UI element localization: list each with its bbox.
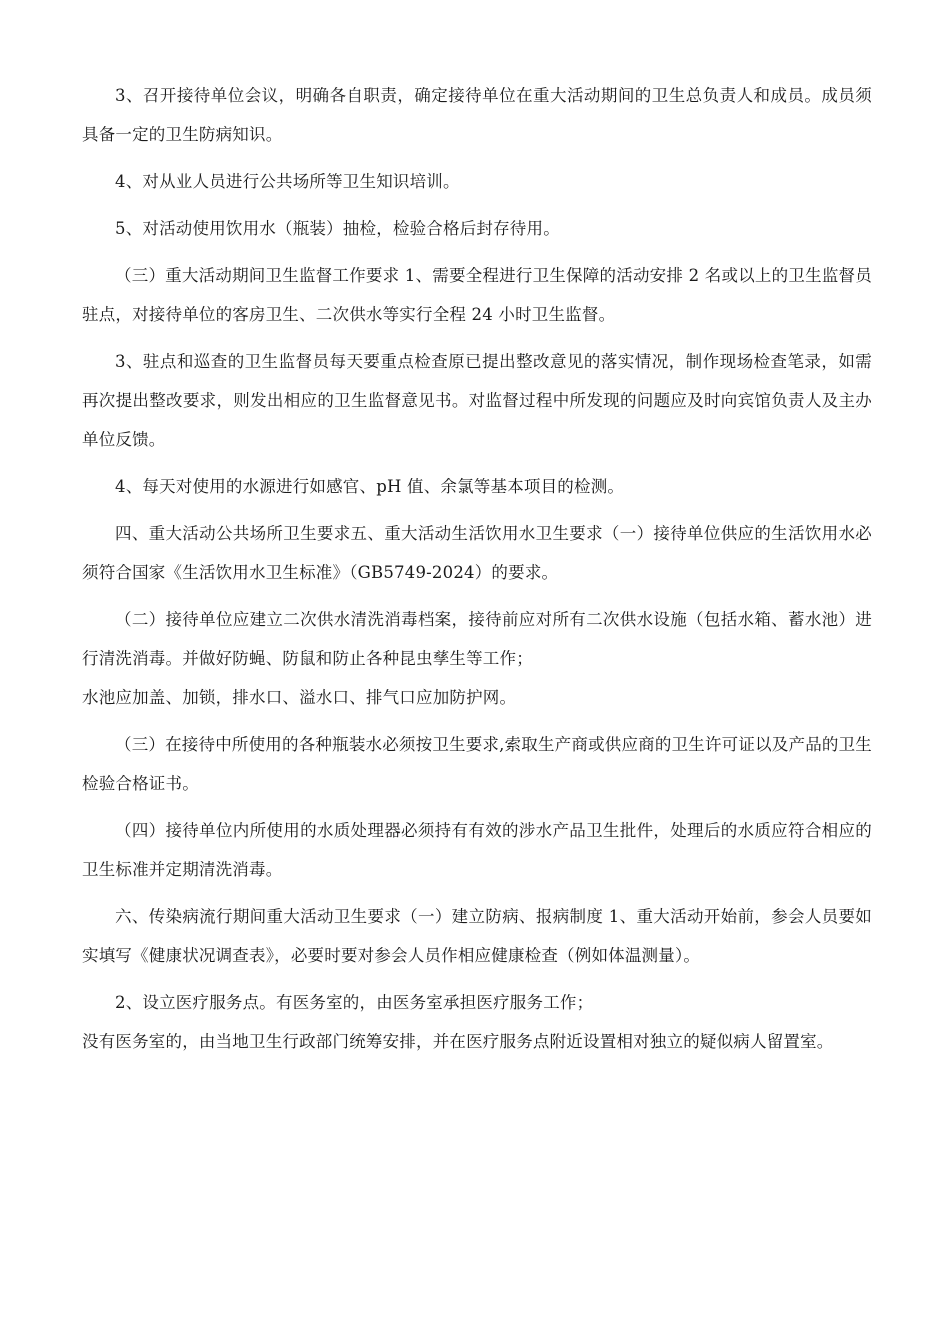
paragraph-section-3-bottled-water: （三）在接待中所使用的各种瓶装水必须按卫生要求,索取生产商或供应商的卫生许可证以及产品的卫生检验合格证书。 [82,735,872,793]
paragraph-section-6-epidemic: 六、传染病流行期间重大活动卫生要求（一）建立防病、报病制度 1、重大活动开始前，参会人员要如实填写《健康状况调查表》，必要时要对参会人员作相应健康检查（例如体温测量）。 [82,907,872,965]
paragraph-section-3-supervision: （三）重大活动期间卫生监督工作要求 1、需要全程进行卫生保障的活动安排 2 名或以上的卫生监督员驻点，对接待单位的客房卫生、二次供水等实行全程 24 小时卫生监督。 [82,266,872,324]
paragraph-item-5-water-sampling: 5、对活动使用饮用水（瓶装）抽检，检验合格后封存待用。 [115,219,560,238]
paragraph-item-3-meeting: 3、召开接待单位会议，明确各自职责，确定接待单位在重大活动期间的卫生总负责人和成员。成员须具备一定的卫生防病知识。 [82,86,872,144]
paragraph-section-4-5-drinking-water: 四、重大活动公共场所卫生要求五、重大活动生活饮用水卫生要求（一）接待单位供应的生活饮用水必须符合国家《生活饮用水卫生标准》（GB5749-2024）的要求。 [82,524,872,582]
paragraph-no-clinic: 没有医务室的，由当地卫生行政部门统筹安排，并在医疗服务点附近设置相对独立的疑似病人留置室。 [82,1032,834,1051]
paragraph-pool-protection: 水池应加盖、加锁，排水口、溢水口、排气口应加防护网。 [82,688,517,707]
paragraph-item-3-inspection: 3、驻点和巡查的卫生监督员每天要重点检查原已提出整改意见的落实情况，制作现场检查笔录，如需再次提出整改要求，则发出相应的卫生监督意见书。对监督过程中所发现的问题应及时向宾馆负责人及主办单位反馈。 [82,352,872,449]
paragraph-section-2-secondary-supply: （二）接待单位应建立二次供水清洗消毒档案，接待前应对所有二次供水设施（包括水箱、蓄水池）进行清洗消毒。并做好防蝇、防鼠和防止各种昆虫孳生等工作； [82,610,872,668]
paragraph-item-4-water-testing: 4、每天对使用的水源进行如感官、pH 值、余氯等基本项目的检测。 [115,477,625,496]
paragraph-section-4-water-treatment: （四）接待单位内所使用的水质处理器必须持有有效的涉水产品卫生批件，处理后的水质应符合相应的卫生标准并定期清洗消毒。 [82,821,872,879]
document-body [82,76,872,1069]
paragraph-item-4-training: 4、对从业人员进行公共场所等卫生知识培训。 [115,172,460,191]
paragraph-item-2-medical-point: 2、设立医疗服务点。有医务室的，由医务室承担医疗服务工作； [115,993,594,1012]
